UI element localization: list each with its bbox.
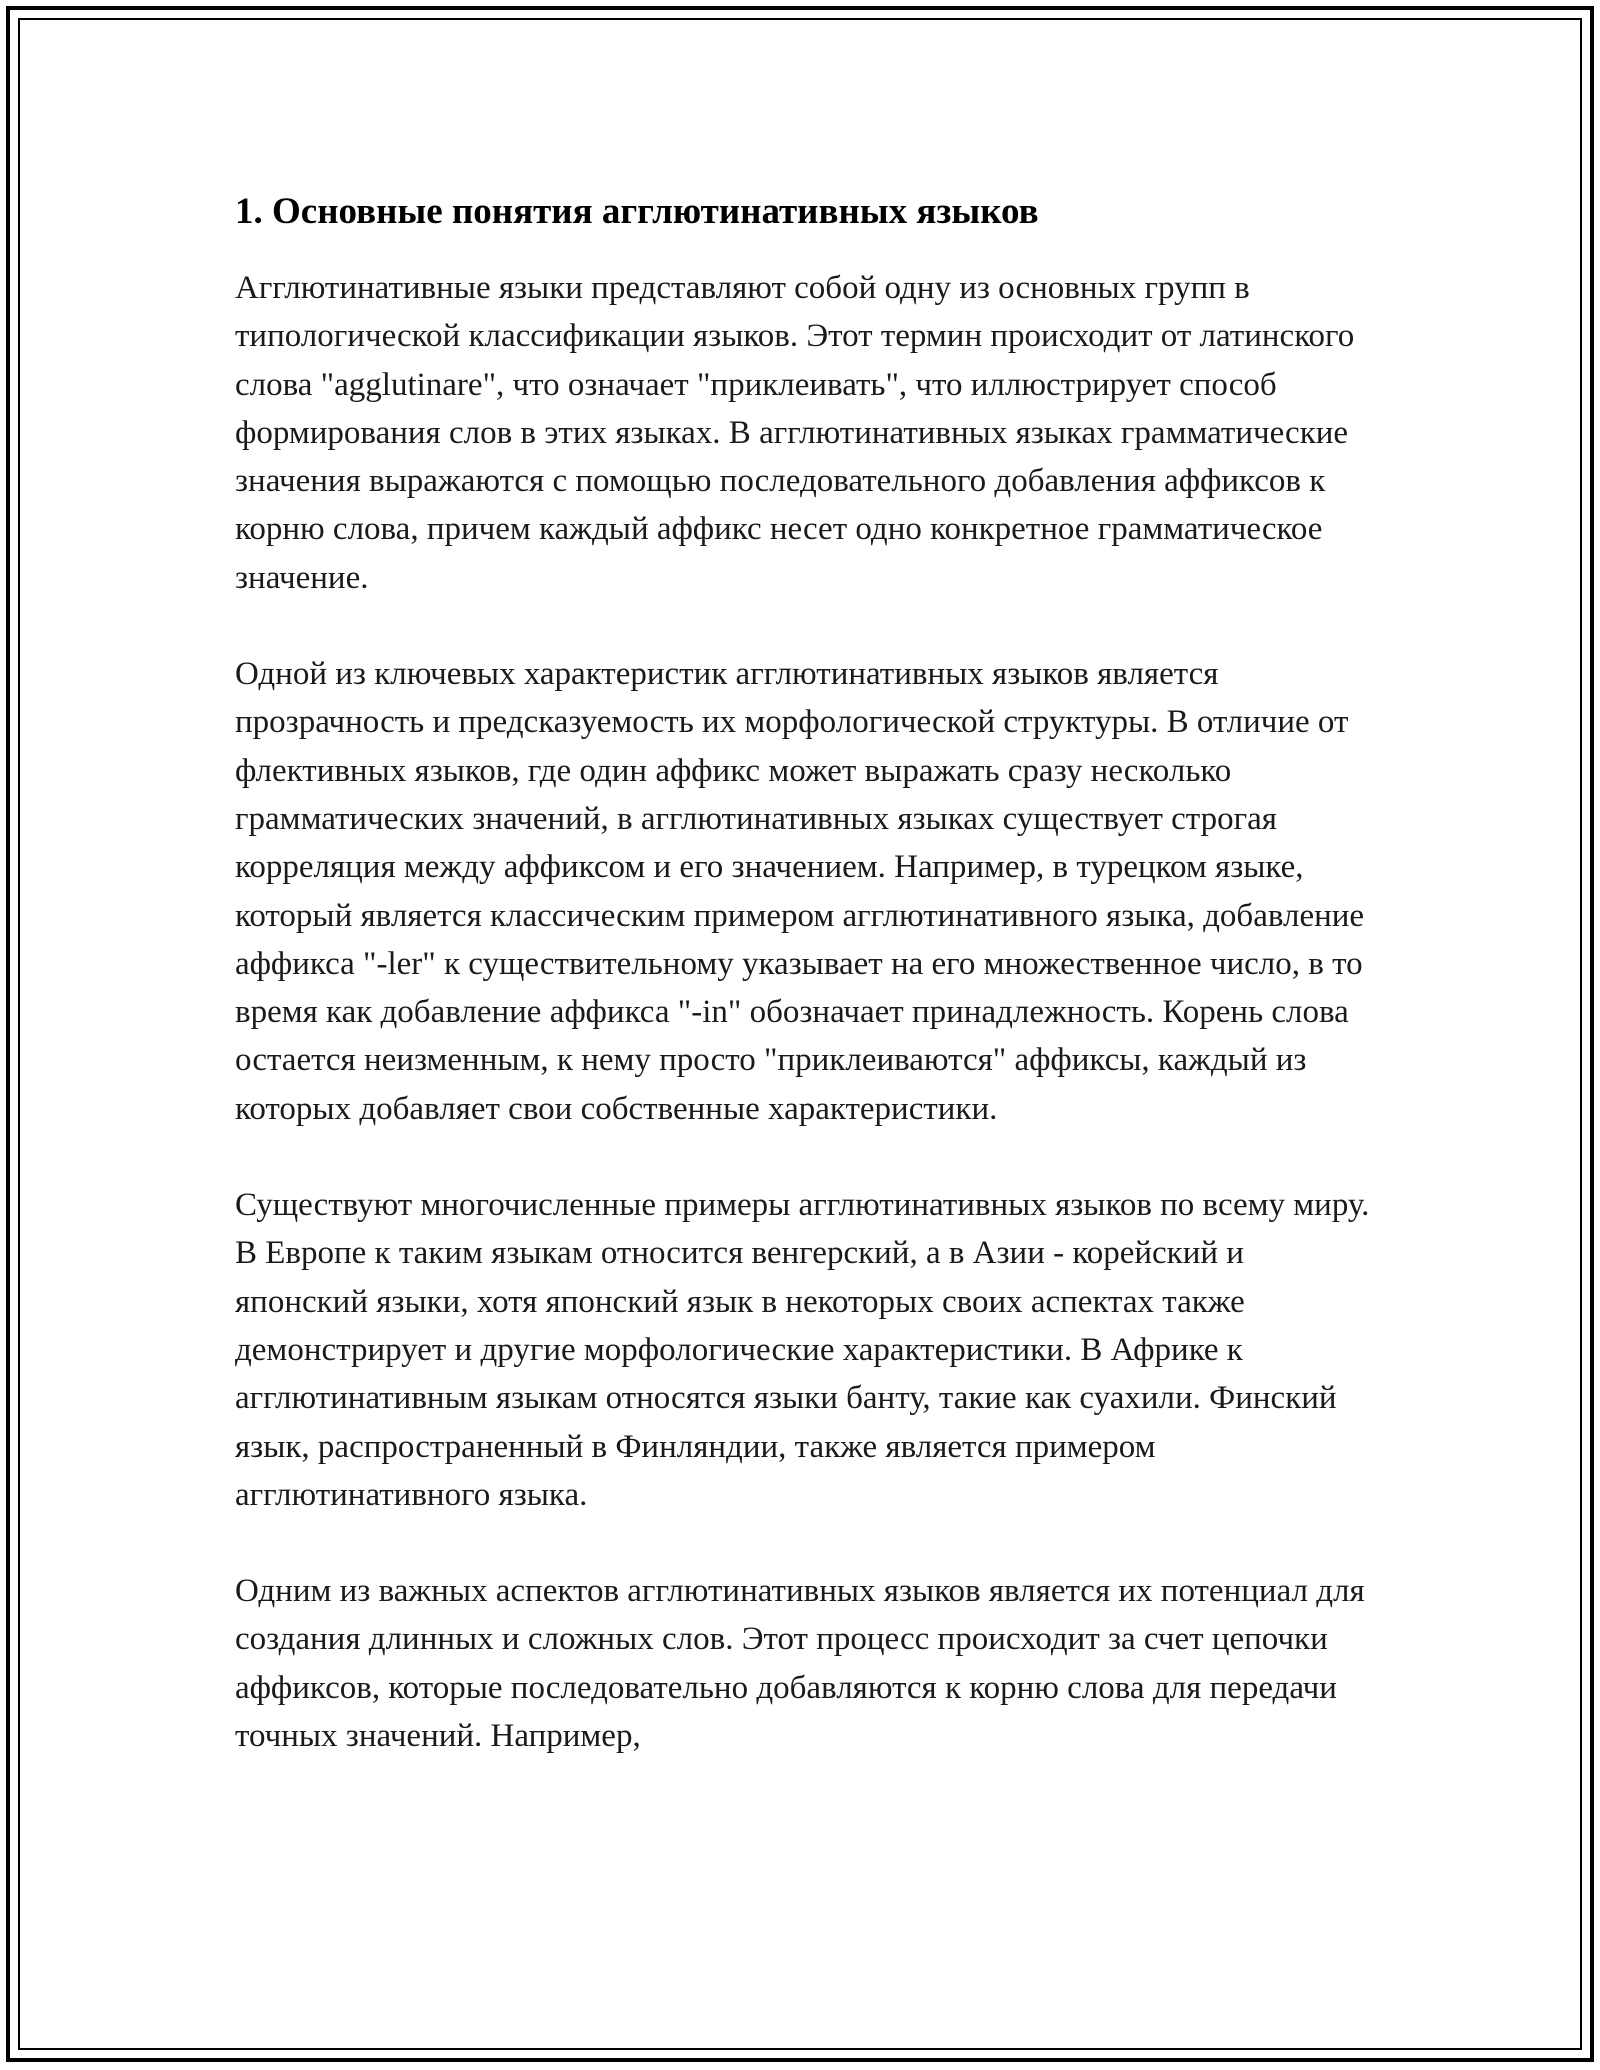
paragraph-3: Существуют многочисленные примеры агглютинативных языков по всему миру. В Европе к таким языкам относится венгерский, а в Азии - корейский и японский языки, хотя японский язык в некоторых своих аспектах также демонстрирует и другие морфологические характеристики. В Африке к агглютинативным языкам относятся языки банту, такие как суахили. Финский язык, распространенный в Финляндии, также является примером агглютинативного языка. [235,1187,1370,1513]
paragraph-1: Агглютинативные языки представляют собой одну из основных групп в типологической классификации языков. Этот термин происходит от латинского слова "agglutinare", что означает "приклеивать", что иллюстрирует способ формирования слов в этих языках. В агглютинативных языках грамматические значения выражаются с помощью последовательного добавления аффиксов к корню слова, причем каждый аффикс несет одно конкретное грамматическое значение. [235,270,1355,596]
paragraph-2: Одной из ключевых характеристик агглютинативных языков является прозрачность и предсказуемость их морфологической структуры. В отличие от флективных языков, где один аффикс может выражать сразу несколько грамматических значений, в агглютинативных языках существует строгая корреляция между аффиксом и его значением. Например, в турецком языке, который является классическим примером агглютинативного языка, добавление аффикса "-ler" к существительному указывает на его множественное число, в то время как добавление аффикса "-in" обозначает принадлежность. Корень слова остается неизменным, к нему просто "приклеиваются" аффиксы, каждый из которых добавляет свои собственные характеристики. [235,656,1365,1127]
paragraph-4: Одним из важных аспектов агглютинативных языков является их потенциал для создания длинных и сложных слов. Этот процесс происходит за счет цепочки аффиксов, которые последовательно добавляются к корню слова для передачи точных значений. Например, [235,1573,1365,1755]
document-page [235,190,1375,1808]
section-heading: 1. Основные понятия агглютинативных языков [235,191,1039,232]
